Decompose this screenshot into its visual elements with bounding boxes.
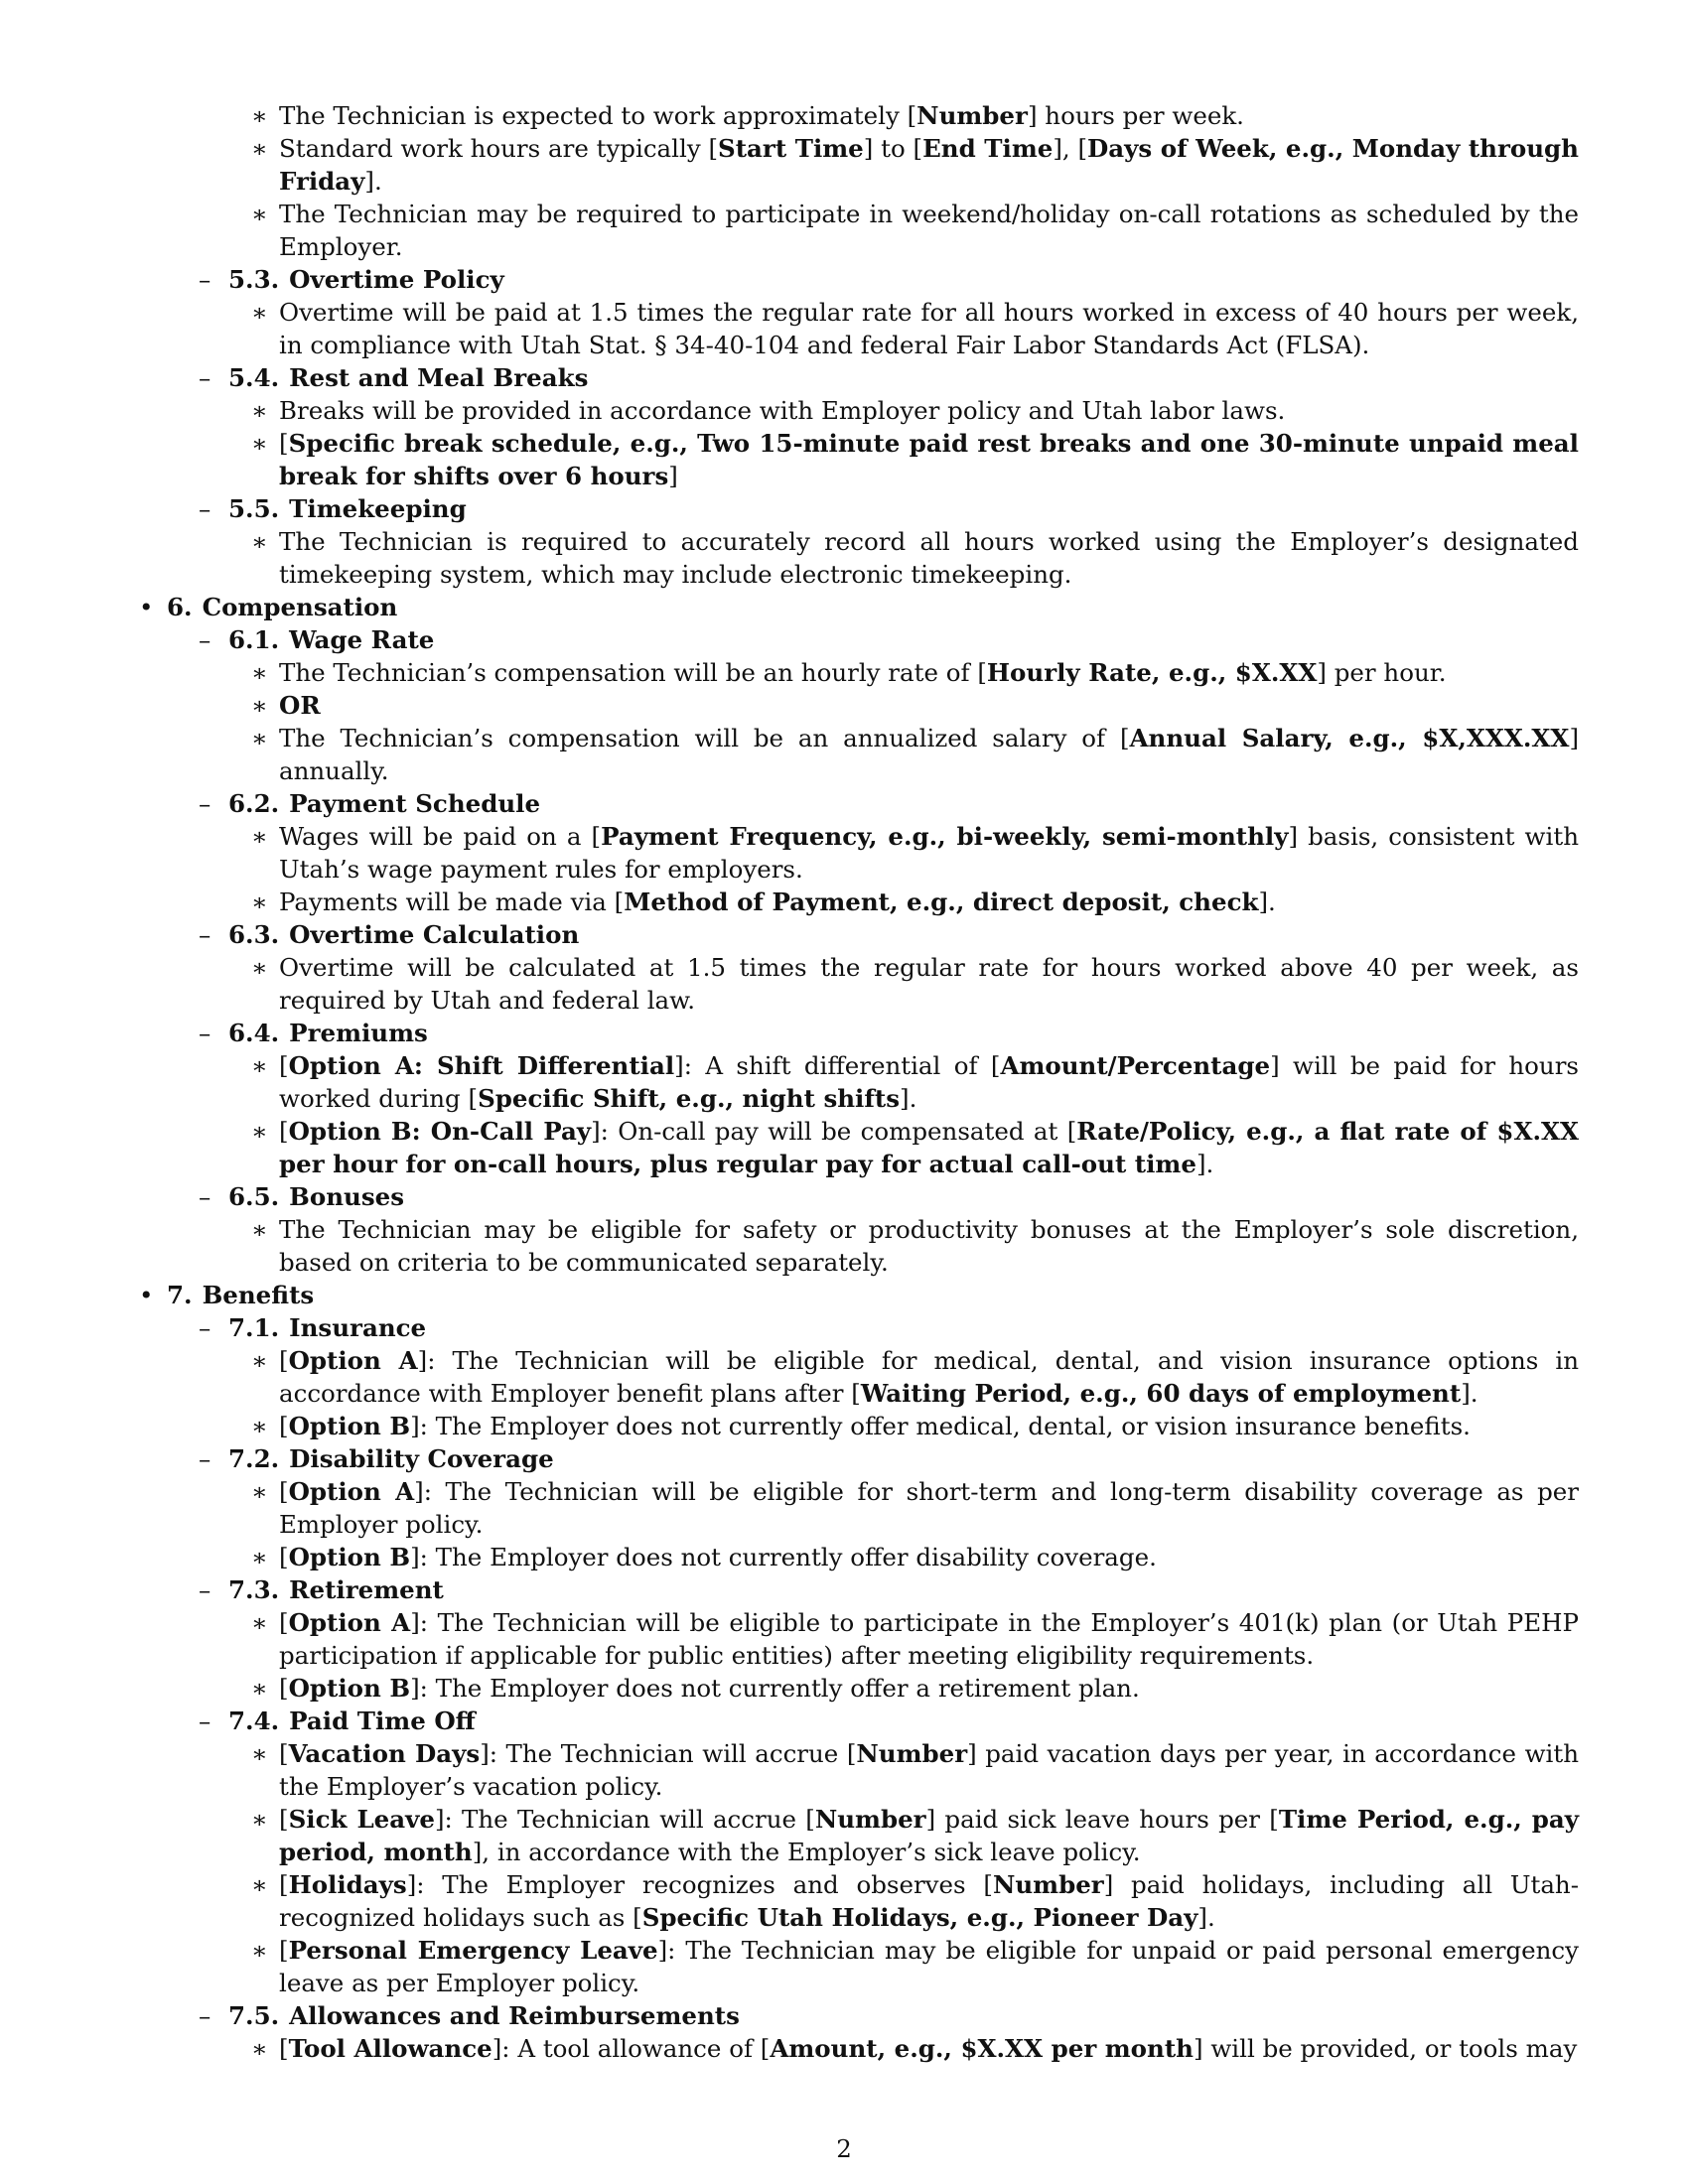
subsection-number: 6.1.: [228, 625, 280, 654]
section-number: 7.: [167, 1281, 193, 1309]
placeholder-text: Days of Week, e.g., Monday through Friday: [279, 134, 1579, 196]
list-item: ∗ [Sick Leave]: The Technician will accrue [Number] paid sick leave hours per [Time Period, e.g., pay period, month], in accordance with the Employer’s sick leave policy.: [139, 1803, 1579, 1868]
placeholder-text: End Time: [922, 134, 1054, 163]
placeholder-text: Sick Leave: [288, 1805, 435, 1834]
placeholder-text: Annual Salary, e.g., $X,XXX.XX: [1129, 724, 1570, 752]
subsection-heading: [228, 263, 1579, 296]
subsection-number: 6.2.: [228, 789, 280, 818]
subsection-title: Overtime Policy: [289, 265, 504, 294]
placeholder-text: Method of Payment, e.g., direct deposit, check: [624, 887, 1259, 916]
placeholder-text: Specific break schedule, e.g., Two 15-minute paid rest breaks and one 30-minute unpaid meal break for shifts over 6 hours: [279, 429, 1579, 490]
subsection-heading: [228, 1705, 1579, 1737]
list-item: ∗ Payments will be made via [Method of Payment, e.g., direct deposit, check].: [139, 886, 1579, 918]
list-item: ∗ [Option B: On-Call Pay]: On-call pay will be compensated at [Rate/Policy, e.g., a flat rate of $X.XX per hour for on-call hours, plus regular pay for actual call-out time].: [139, 1115, 1579, 1180]
list-item: ∗ The Technician’s compensation will be an annualized salary of [Annual Salary, e.g., $X,XXX.XX] annually.: [139, 722, 1579, 787]
subsection-heading: [228, 1180, 1579, 1213]
list-item: ∗ The Technician may be eligible for safety or productivity bonuses at the Employer’s sole discretion, based on criteria to be communicated separately.: [139, 1213, 1579, 1279]
subsection-heading: [228, 787, 1579, 820]
placeholder-text: Time Period, e.g., pay period, month: [279, 1805, 1580, 1866]
list-item: ∗ The Technician is expected to work approximately [Number] hours per week.: [139, 99, 1579, 132]
section-body: [139, 623, 1579, 1279]
placeholder-text: Number: [856, 1739, 968, 1768]
subsection-title: Wage Rate: [289, 625, 435, 654]
section-heading: [139, 591, 1579, 623]
placeholder-text: Specific Shift, e.g., night shifts: [478, 1084, 901, 1113]
placeholder-text: Option B: On-Call Pay: [288, 1117, 592, 1146]
list-item: ∗ The Technician may be required to participate in weekend/holiday on-call rotations as scheduled by the Employer.: [139, 198, 1579, 263]
document-body: [139, 99, 1579, 2065]
placeholder-text: Number: [814, 1805, 926, 1834]
subsection-number: 7.4.: [228, 1706, 280, 1735]
placeholder-text: Option A: [288, 1608, 411, 1637]
subsection-number: 5.4.: [228, 363, 280, 392]
subsection-heading: [228, 623, 1579, 656]
subsection-number: 7.3.: [228, 1575, 280, 1604]
list-item: ∗ [Option B]: The Employer does not currently offer disability coverage.: [139, 1541, 1579, 1573]
subsection-number: 6.3.: [228, 920, 280, 949]
subsection-title: Retirement: [289, 1575, 444, 1604]
page-number: 2: [836, 2134, 852, 2163]
subsection-title: Bonuses: [289, 1182, 405, 1211]
list-item: ∗ [Tool Allowance]: A tool allowance of [Amount, e.g., $X.XX per month] will be provided, or tools may: [139, 2032, 1579, 2065]
placeholder-text: Holidays: [288, 1870, 407, 1899]
subsection-title: Timekeeping: [289, 494, 467, 523]
list-item: ∗ [Specific break schedule, e.g., Two 15-minute paid rest breaks and one 30-minute unpaid meal break for shifts over 6 hours]: [139, 427, 1579, 492]
placeholder-text: Option A: [288, 1477, 415, 1506]
subsection-number: 7.1.: [228, 1313, 280, 1342]
subsection-number: 6.5.: [228, 1182, 280, 1211]
placeholder-text: Personal Emergency Leave: [288, 1936, 658, 1965]
section-5-continued: [139, 99, 1579, 591]
subsection-number: 7.2.: [228, 1444, 280, 1473]
subsection-title: Payment Schedule: [289, 789, 541, 818]
subsection-heading: [228, 1999, 1579, 2032]
placeholder-text: Rate/Policy, e.g., a flat rate of $X.XX per hour for on-call hours, plus regular pay for actual call-out time: [279, 1117, 1579, 1178]
placeholder-text: Number: [992, 1870, 1104, 1899]
placeholder-text: Option A: Shift Differential: [288, 1051, 675, 1080]
placeholder-text: Option B: [288, 1674, 411, 1703]
subsection-number: 5.5.: [228, 494, 280, 523]
placeholder-text: Start Time: [718, 134, 864, 163]
list-item: [139, 689, 1579, 722]
placeholder-text: Amount/Percentage: [1000, 1051, 1271, 1080]
placeholder-text: Option A: [288, 1346, 418, 1375]
subsection-heading: [228, 492, 1579, 525]
list-item: ∗ The Technician is required to accurately record all hours worked using the Employer’s designated timekeeping system, which may include electronic timekeeping.: [139, 525, 1579, 591]
list-item: ∗ Overtime will be paid at 1.5 times the regular rate for all hours worked in excess of 40 hours per week, in compliance with Utah Stat. § 34-40-104 and federal Fair Labor Standards Act (FLSA).: [139, 296, 1579, 361]
list-item: ∗ [Holidays]: The Employer recognizes and observes [Number] paid holidays, including all Utah-recognized holidays such as [Specific Utah Holidays, e.g., Pioneer Day].: [139, 1868, 1579, 1934]
list-item: ∗ [Option B]: The Employer does not currently offer medical, dental, or vision insurance benefits.: [139, 1410, 1579, 1442]
subsection-title: Insurance: [289, 1313, 427, 1342]
list-item: ∗ [Option A]: The Technician will be eligible for short-term and long-term disability coverage as per Employer policy.: [139, 1475, 1579, 1541]
list-item: ∗ [Personal Emergency Leave]: The Technician may be eligible for unpaid or paid personal emergency leave as per Employer policy.: [139, 1934, 1579, 1999]
subsection-title: Overtime Calculation: [289, 920, 580, 949]
placeholder-text: Option B: [288, 1412, 411, 1440]
subsection-number: 7.5.: [228, 2001, 280, 2030]
placeholder-text: Waiting Period, e.g., 60 days of employment: [860, 1379, 1462, 1408]
section-title: Compensation: [202, 593, 398, 621]
subsection-heading: [228, 1017, 1579, 1049]
subsection-heading: [228, 1573, 1579, 1606]
list-item: ∗ Standard work hours are typically [Start Time] to [End Time], [Days of Week, e.g., Monday through Friday].: [139, 132, 1579, 198]
subsection-heading: [228, 1442, 1579, 1475]
section-body: [139, 1311, 1579, 2065]
placeholder-text: Vacation Days: [288, 1739, 481, 1768]
subsection-heading: [228, 361, 1579, 394]
list-item: ∗ [Option A]: The Technician will be eligible for medical, dental, and vision insurance options in accordance with Employer benefit plans after [Waiting Period, e.g., 60 days of employment].: [139, 1344, 1579, 1410]
subsection-title: Premiums: [289, 1019, 428, 1047]
placeholder-text: Hourly Rate, e.g., $X.XX: [986, 658, 1318, 687]
placeholder-text: Amount, e.g., $X.XX per month: [770, 2034, 1194, 2063]
list-item: ∗ Breaks will be provided in accordance with Employer policy and Utah labor laws.: [139, 394, 1579, 427]
list-item: ∗ [Vacation Days]: The Technician will accrue [Number] paid vacation days per year, in accordance with the Employer’s vacation policy.: [139, 1737, 1579, 1803]
list-item: ∗ Wages will be paid on a [Payment Frequency, e.g., bi-weekly, semi-monthly] basis, consistent with Utah’s wage payment rules for employers.: [139, 820, 1579, 886]
subsection-heading: [228, 918, 1579, 951]
list-item: ∗ The Technician’s compensation will be an hourly rate of [Hourly Rate, e.g., $X.XX] per hour.: [139, 656, 1579, 689]
subsection-title: Paid Time Off: [289, 1706, 476, 1735]
placeholder-text: Payment Frequency, e.g., bi-weekly, semi-monthly: [601, 822, 1289, 851]
subsection-title: Disability Coverage: [289, 1444, 554, 1473]
list-item: ∗ [Option A: Shift Differential]: A shift differential of [Amount/Percentage] will be paid for hours worked during [Specific Shift, e.g., night shifts].: [139, 1049, 1579, 1115]
subsection-number: 6.4.: [228, 1019, 280, 1047]
subsection-title: Allowances and Reimbursements: [289, 2001, 740, 2030]
list-item: ∗ Overtime will be calculated at 1.5 times the regular rate for hours worked above 40 per week, as required by Utah and federal law.: [139, 951, 1579, 1017]
list-item: ∗ [Option A]: The Technician will be eligible to participate in the Employer’s 401(k) plan (or Utah PEHP participation if applicable for public entities) after meeting eligibility requirements.: [139, 1606, 1579, 1672]
subsection-heading: [228, 1311, 1579, 1344]
subsection-number: 5.3.: [228, 265, 280, 294]
section-heading: [139, 1279, 1579, 1311]
placeholder-text: Specific Utah Holidays, e.g., Pioneer Day: [641, 1903, 1198, 1932]
placeholder-text: OR: [279, 691, 321, 720]
subsection-title: Rest and Meal Breaks: [289, 363, 589, 392]
placeholder-text: Tool Allowance: [288, 2034, 492, 2063]
placeholder-text: Number: [916, 101, 1028, 130]
section-number: 6.: [167, 593, 193, 621]
list-item: ∗ [Option B]: The Employer does not currently offer a retirement plan.: [139, 1672, 1579, 1705]
placeholder-text: Option B: [288, 1543, 411, 1571]
section-title: Benefits: [202, 1281, 315, 1309]
